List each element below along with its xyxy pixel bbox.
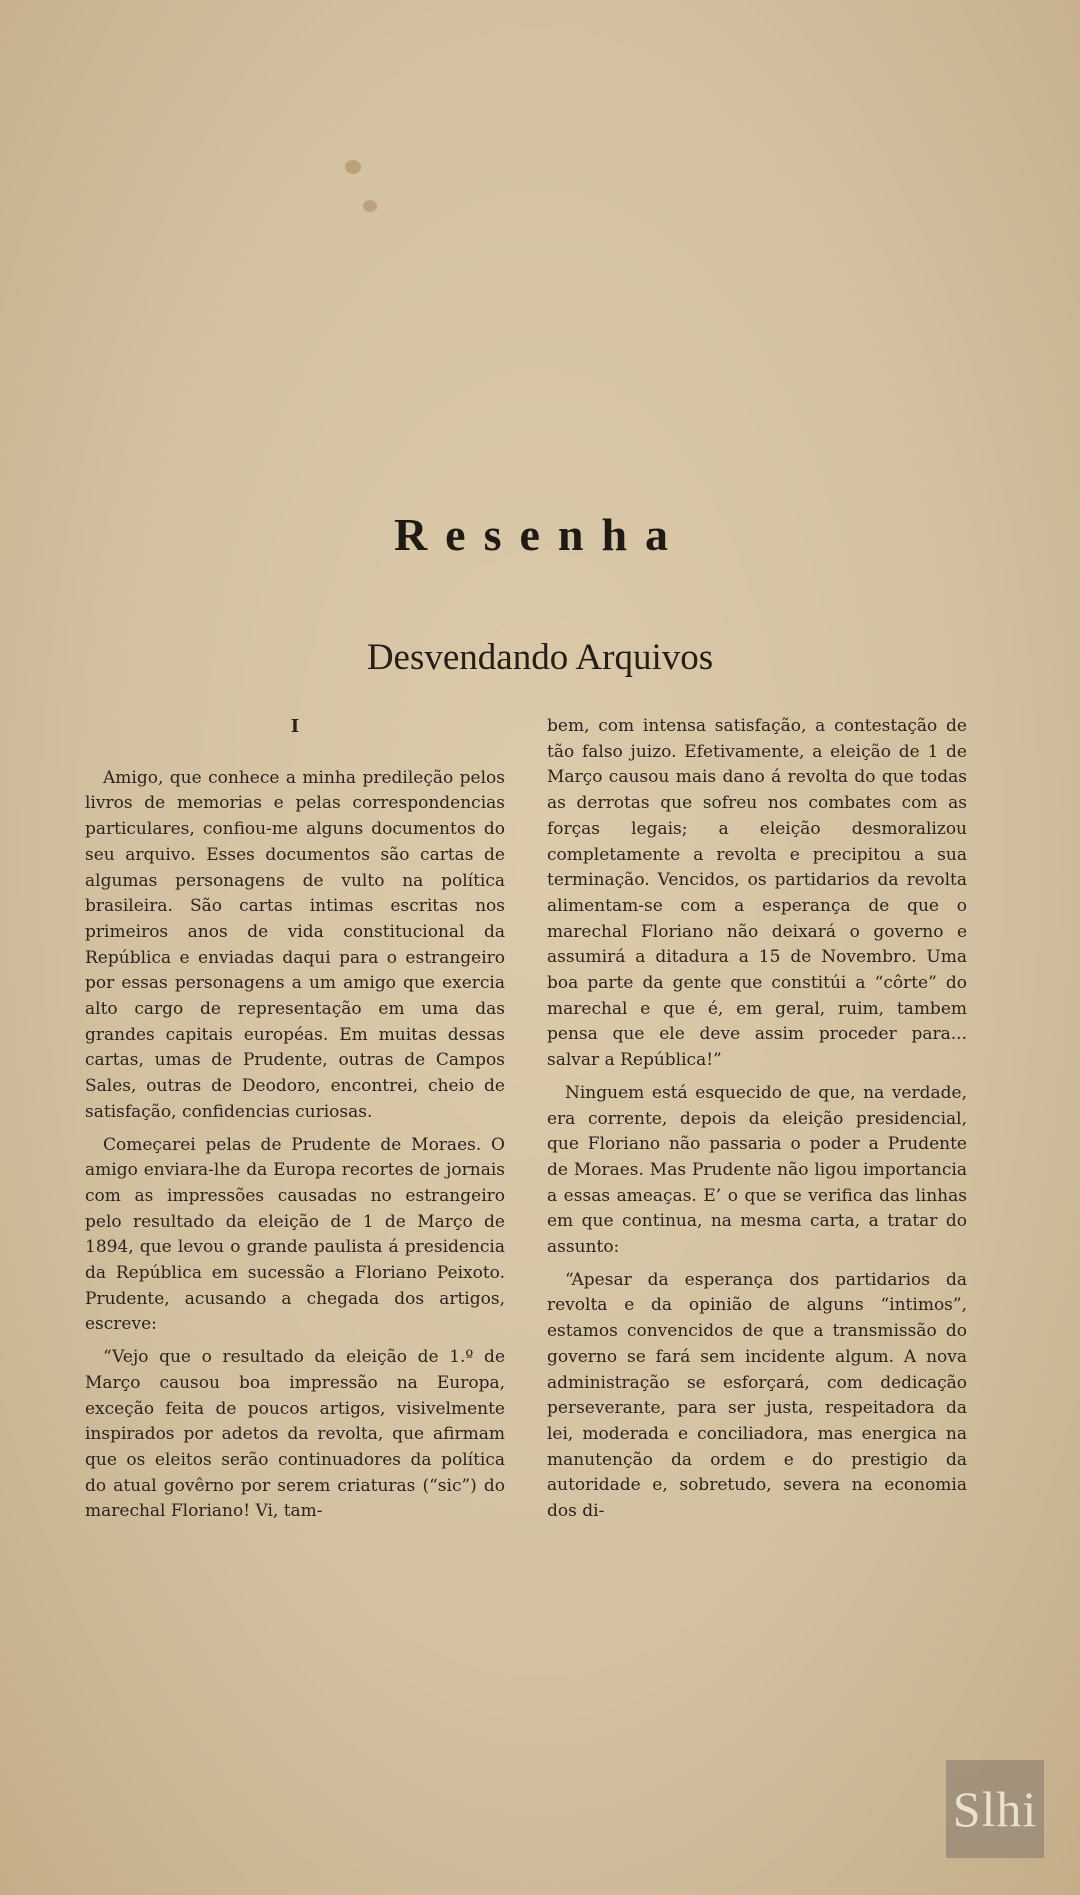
left-column xyxy=(85,714,505,1532)
paragraph: Amigo, que conhece a minha predileção pelos livros de memorias e pelas correspondencias particulares, confiou-me alguns documentos do seu arquivo. Esses documentos são cartas de algumas personagens de vulto na política brasileira. São cartas intimas escritas nos primeiros anos de vida constitucional da República e enviadas daqui para o estrangeiro por essas personagens a um amigo que exercia alto cargo de representação em uma das grandes capitais européas. Em muitas dessas cartas, umas de Prudente, outras de Campos Sales, outras de Deodoro, encontrei, cheio de satisfação, confidencias curiosas. xyxy=(85,767,505,1122)
quote-paragraph: “Apesar da esperança dos partidarios da revolta e da opinião de alguns “intimos”, estamos convencidos de que a transmissão do governo se fará sem incidente algum. A nova administração se esforçará, com dedicação perseverante, para ser justa, respeitadora da lei, moderada e conciliadora, mas energica na manutenção da ordem e do prestigio da autoridade e, sobretudo, severa na economia dos di- xyxy=(547,1269,967,1522)
quote-paragraph: “Vejo que o resultado da eleição de 1.º de Março causou boa impressão na Europa, exceção feita de poucos artigos, visivelmente inspirados por adetos da revolta, que afirmam que os eleitos serão continuadores da política do atual govêrno por serem criaturas (“sic”) do marechal Floriano! Vi, tam- xyxy=(85,1347,505,1522)
paragraph: Começarei pelas de Prudente de Moraes. O amigo enviara-lhe da Europa recortes de jornais com as impressões causadas no estrangeiro pelo resultado da eleição de 1 de Março de 1894, que levou o grande paulista á presidencia da República em sucessão a Floriano Peixoto. Prudente, acusando a chegada dos artigos, escreve: xyxy=(85,1134,505,1335)
part-number: I xyxy=(290,716,300,737)
section-title: Resenha xyxy=(393,509,687,560)
paper-stain xyxy=(345,160,361,174)
article-title: Desvendando Arquivos xyxy=(366,637,714,678)
paragraph: Ninguem está esquecido de que, na verdade, era corrente, depois da eleição presidencial, que Floriano não passaria o poder a Prudente de Moraes. Mas Prudente não ligou importancia a essas ameaças. E’ o que se verifica das linhas em que continua, na mesma carta, a tratar do assunto: xyxy=(547,1082,967,1258)
paragraph: bem, com intensa satisfação, a contestação de tão falso juizo. Efetivamente, a eleição de 1 de Março causou mais dano á revolta do que todas as derrotas que sofreu nos combates com as forças legais; a eleição desmoralizou completamente a revolta e precipitou a sua terminação. Vencidos, os partidarios da revolta alimentam-se com a esperança de que o marechal Floriano não deixará o governo e assumirá a ditadura a 15 de Novembro. Uma boa parte da gente que constitúi a “côrte” do marechal e que é, em geral, ruim, tambem pensa que ele deve assim proceder para... salvar a República!” xyxy=(547,716,967,1071)
right-column xyxy=(547,714,967,1532)
library-logo xyxy=(946,1760,1044,1858)
logo-text: Slhi xyxy=(952,1781,1038,1837)
paper-stain xyxy=(363,200,377,212)
